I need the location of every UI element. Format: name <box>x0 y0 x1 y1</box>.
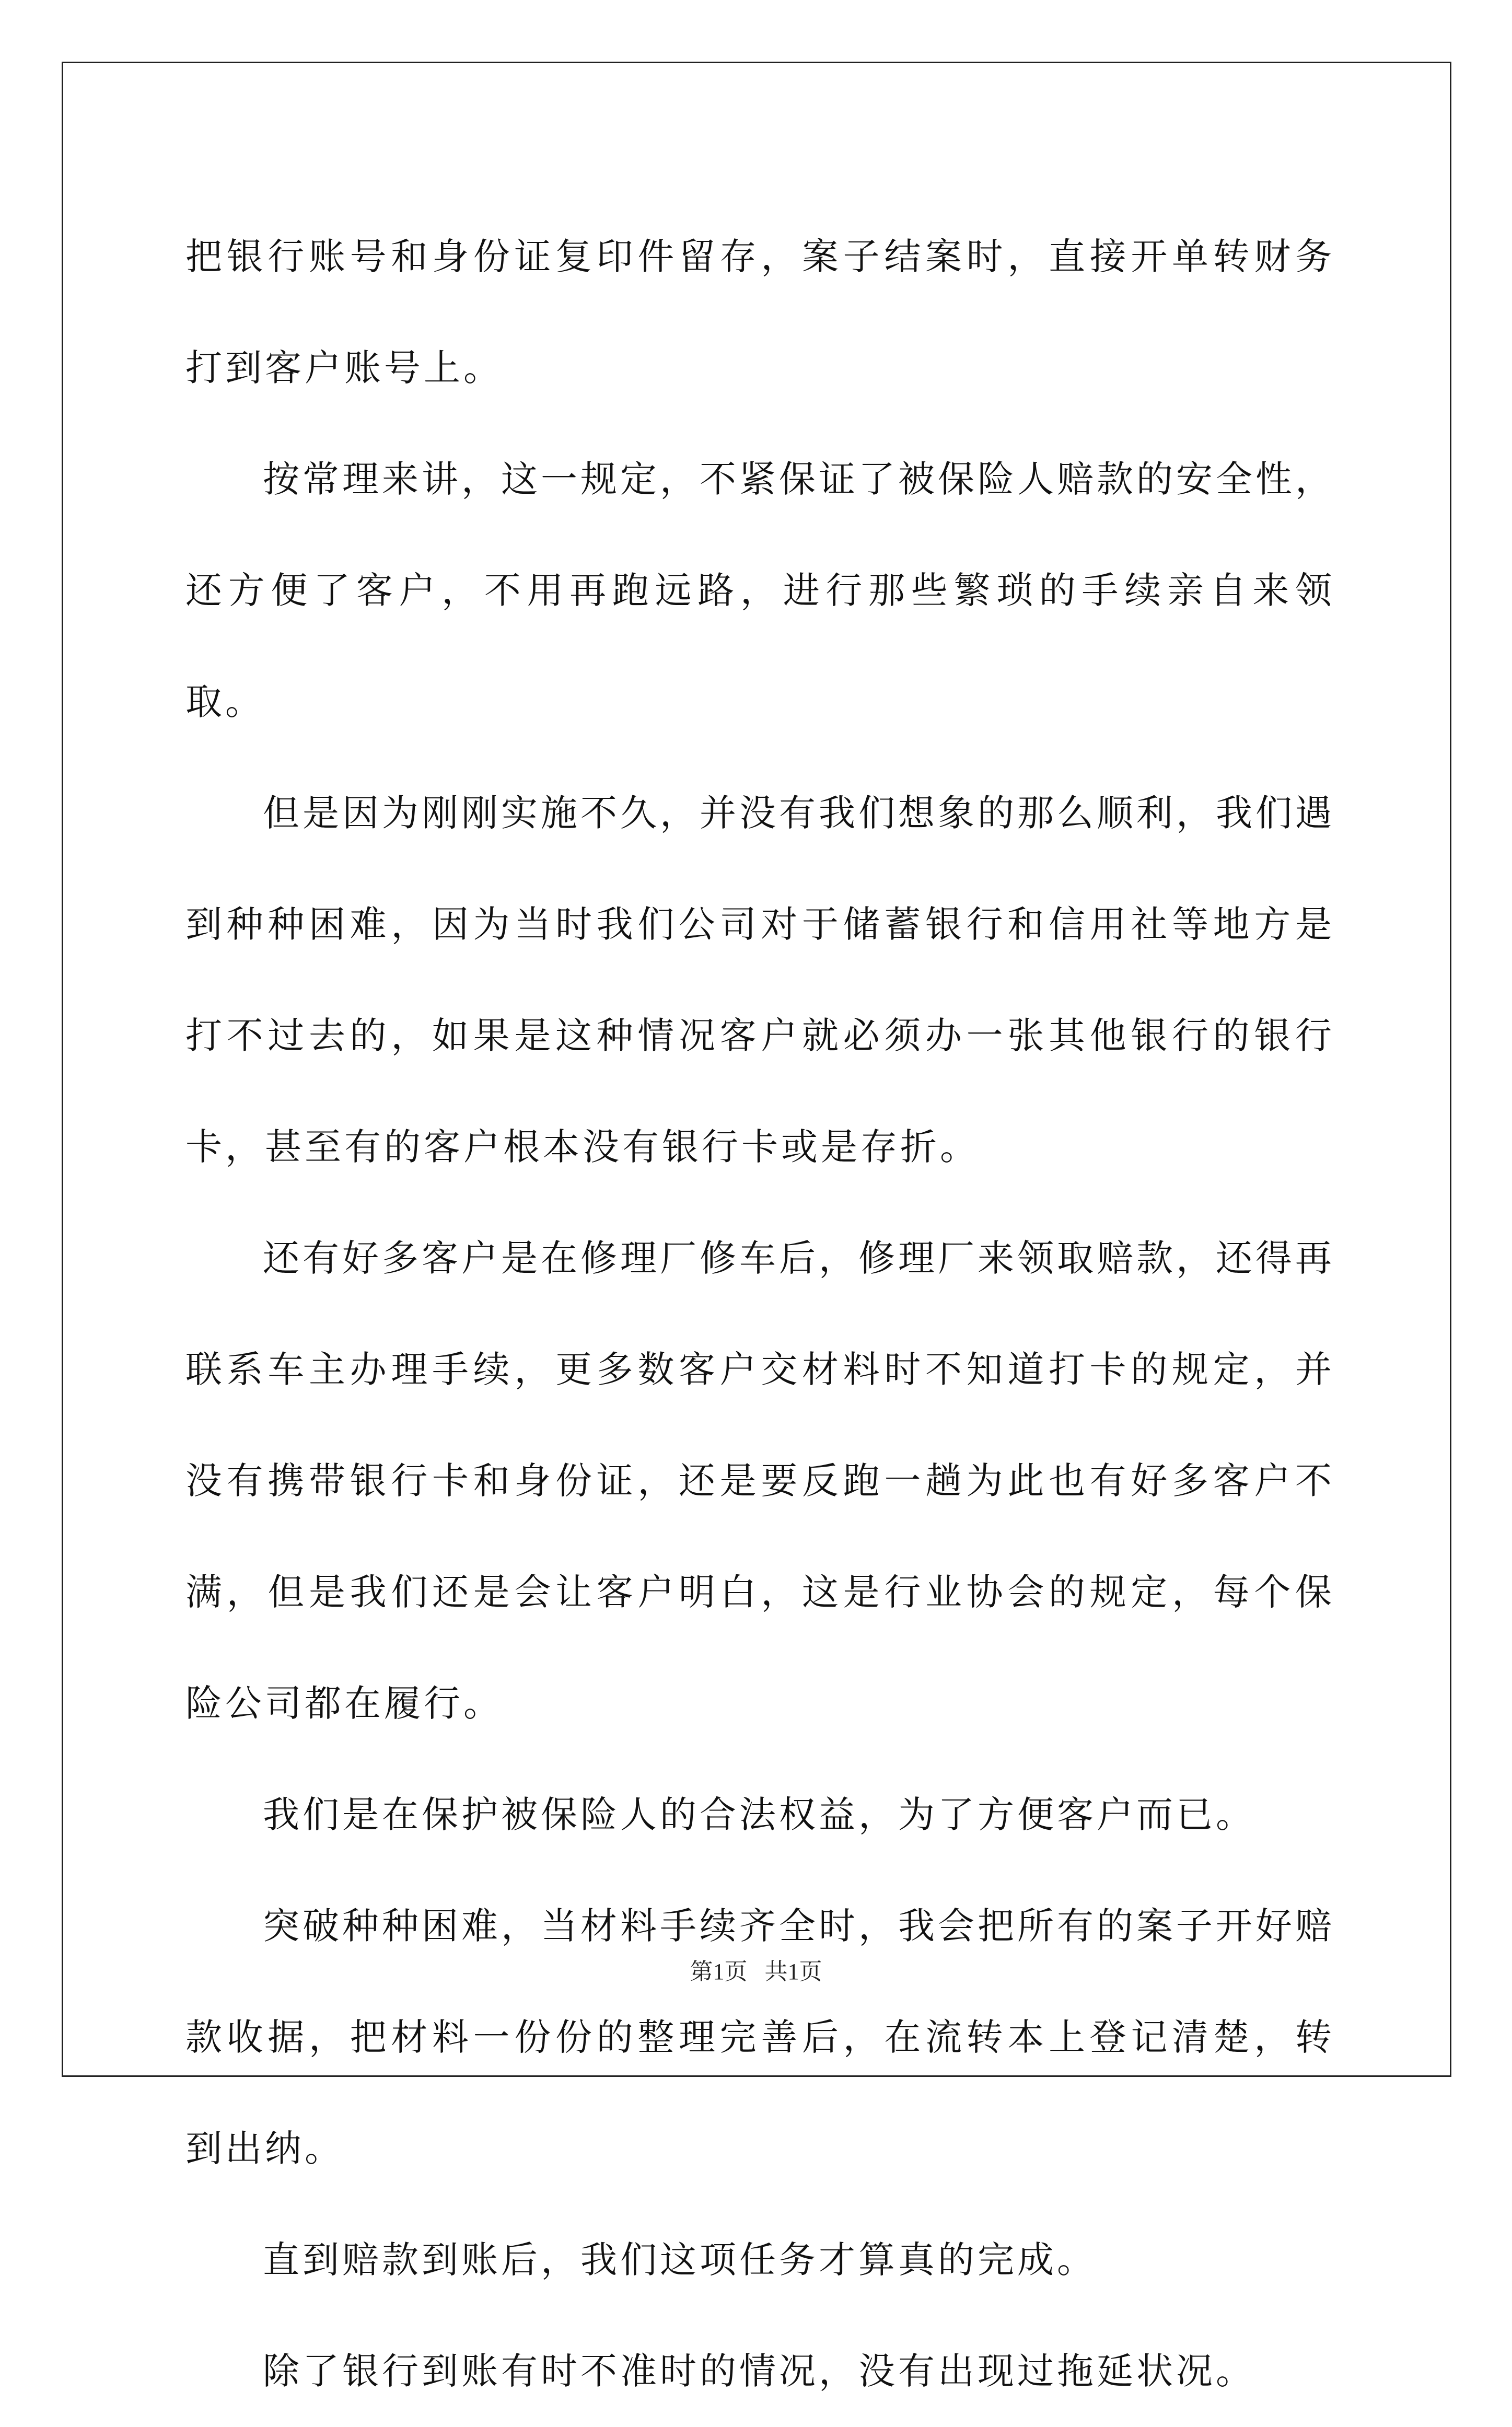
paragraph-8: 除了银行到账有时不准时的情况，没有出现过拖延状况。 <box>263 2350 1255 2393</box>
paragraph-6: 突破种种困难，当材料手续齐全时，我会把所有的案子开好赔款收据，把材料一份份的整理完善后，在流转本上登记清楚，转到出纳。 <box>185 1905 1335 2170</box>
paragraph-2: 按常理来讲，这一规定，不紧保证了被保险人赔款的安全性，还方便了客户，不用再跑远路，进行那些繁琐的手续亲自来领取。 <box>185 458 1335 723</box>
paragraph-1: 把银行账号和身份证复印件留存，案子结案时，直接开单转财务打到客户账号上。 <box>185 235 1335 389</box>
paragraph-5: 我们是在保护被保险人的合法权益，为了方便客户而已。 <box>263 1793 1255 1836</box>
paragraph-7: 直到赔款到账后，我们这项任务才算真的完成。 <box>263 2238 1097 2281</box>
paragraph-4: 还有好多客户是在修理厂修车后，修理厂来领取赔款，还得再联系车主办理手续，更多数客户交材料时不知道打卡的规定，并没有携带银行卡和身份证，还是要反跑一趟为此也有好多客户不满，但是我们还是会让客户明白，这是行业协会的规定，每个保险公司都在履行。 <box>185 1237 1335 1725</box>
page-number-footer: 第1页 共1页 <box>690 1959 822 1984</box>
paragraph-3: 但是因为刚刚实施不久，并没有我们想象的那么顺利，我们遇到种种困难，因为当时我们公司对于储蓄银行和信用社等地方是打不过去的，如果是这种情况客户就必须办一张其他银行的银行卡，甚至有的客户根本没有银行卡或是存折。 <box>185 792 1335 1168</box>
document-body <box>185 201 1335 2427</box>
